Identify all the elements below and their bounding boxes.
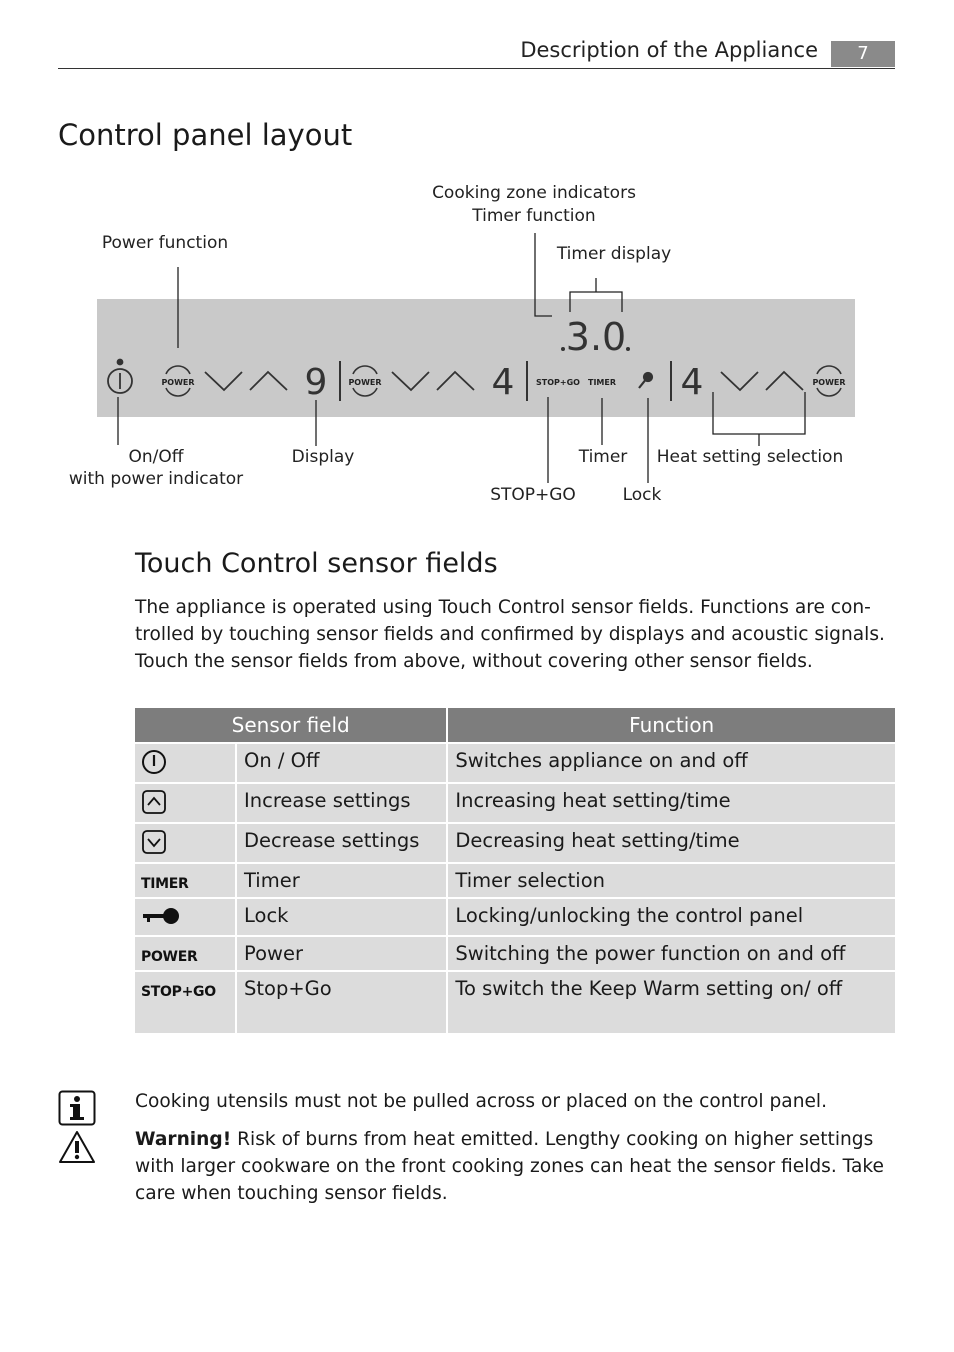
label-heat-setting-selection: Heat setting selection xyxy=(656,447,844,467)
label-timer: Timer xyxy=(578,447,628,467)
function-cell: Locking/unlocking the control panel xyxy=(446,897,895,935)
arrow-down-icon xyxy=(141,829,167,855)
field-cell: Lock xyxy=(235,897,446,935)
table-row xyxy=(135,935,895,970)
table-row xyxy=(135,822,895,862)
field-cell: Decrease settings xyxy=(235,822,446,862)
function-cell: Switching the power function on and off xyxy=(446,935,895,970)
warning-label: Warning! xyxy=(135,1129,232,1150)
svg-text:POWER: POWER xyxy=(348,378,382,387)
label-power-function: Power function xyxy=(101,233,229,253)
key-lock-icon xyxy=(141,904,181,928)
header-divider xyxy=(58,68,895,69)
function-cell: Decreasing heat setting/time xyxy=(446,822,895,862)
warning-text: Risk of burns from heat emitted. Lengthy cooking on higher settings with larger cookware on the front cooking zones can heat the sensor fields. Take care when touching sensor fields. xyxy=(135,1129,884,1204)
power-symbol-icon xyxy=(141,749,167,775)
field-cell: Stop+Go xyxy=(235,970,446,1033)
control-panel xyxy=(97,299,855,417)
arrow-up-icon xyxy=(141,789,167,815)
warning-icon xyxy=(58,1129,96,1165)
section-title: Description of the Appliance xyxy=(520,38,818,62)
header-function: Function xyxy=(446,708,895,742)
sensor-fields-table xyxy=(135,708,895,1033)
stop-go-button: STOP+GO xyxy=(536,378,580,387)
intro-paragraph: The appliance is operated using Touch Control sensor fields. Functions are con-trolled by touching sensor fields and confirmed by displays and acoustic signals. Touch the sensor fields from above, without covering other sensor fields. xyxy=(135,597,885,672)
field-cell: On / Off xyxy=(235,742,446,782)
table-row xyxy=(135,897,895,935)
warning-note xyxy=(135,1126,895,1207)
table-row xyxy=(135,782,895,822)
function-cell: Increasing heat setting/time xyxy=(446,782,895,822)
label-cooking-zone-indicators: Cooking zone indicators xyxy=(432,183,636,203)
field-cell: Timer xyxy=(235,862,446,897)
touch-control-heading: Touch Control sensor fields xyxy=(135,548,498,579)
info-icon xyxy=(58,1090,96,1126)
zone1-display: 9 xyxy=(304,362,328,403)
table-row xyxy=(135,742,895,782)
function-cell: To switch the Keep Warm setting on/ off xyxy=(446,970,895,1033)
timer-dot-left xyxy=(561,347,565,351)
label-on-off: On/Off xyxy=(128,447,184,467)
timer-display: 3.0 xyxy=(565,315,627,359)
info-note: Cooking utensils must not be pulled across or placed on the control panel. xyxy=(135,1091,827,1112)
header-sensor-field: Sensor field xyxy=(135,708,446,742)
svg-text:POWER: POWER xyxy=(812,378,846,387)
timer-dot-right xyxy=(626,347,630,351)
label-with-power-indicator: with power indicator xyxy=(68,469,244,489)
timer-icon: TIMER xyxy=(141,876,189,892)
control-panel-heading: Control panel layout xyxy=(58,118,353,152)
svg-text:POWER: POWER xyxy=(161,378,195,387)
label-stop-go: STOP+GO xyxy=(490,485,576,505)
table-row xyxy=(135,862,895,897)
power-text-icon: POWER xyxy=(141,949,198,965)
label-lock: Lock xyxy=(622,485,662,505)
stop-go-icon: STOP+GO xyxy=(141,984,216,1000)
function-cell: Timer selection xyxy=(446,862,895,897)
timer-button: TIMER xyxy=(587,378,617,387)
control-panel-diagram xyxy=(0,170,954,520)
label-timer-display: Timer display xyxy=(556,244,672,264)
function-cell: Switches appliance on and off xyxy=(446,742,895,782)
label-display: Display xyxy=(291,447,355,467)
field-cell: Power xyxy=(235,935,446,970)
table-row xyxy=(135,970,895,1033)
page-number: 7 xyxy=(831,41,895,67)
zone2-display: 4 xyxy=(491,362,515,403)
zone3-display: 4 xyxy=(680,362,704,403)
field-cell: Increase settings xyxy=(235,782,446,822)
label-timer-function: Timer function xyxy=(472,206,596,226)
